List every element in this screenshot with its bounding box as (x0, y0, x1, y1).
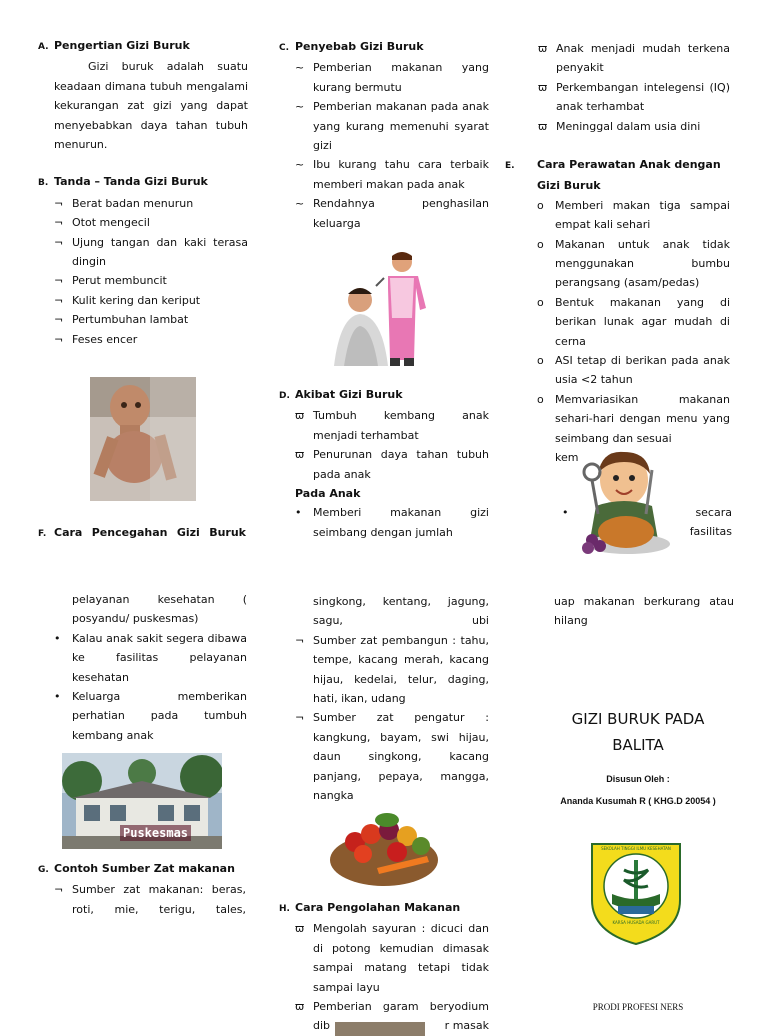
list-item: o Makanan untuk anak tidak menggunakan bumbu perangsang (asam/pedas) (537, 237, 730, 290)
list-item: • Memberi makanan gizi seimbang dengan jumlah (295, 506, 489, 539)
sources-list (38, 880, 246, 919)
list-item: ϖ Meninggal dalam usia dini (538, 119, 701, 133)
heading-c: C. Penyebab Gizi Buruk (279, 40, 424, 53)
puskesmas-label: Puskesmas (120, 825, 191, 841)
list-item: ~ Pemberian makanan pada anak yang kurang memenuhi syarat gizi (295, 100, 489, 153)
definition-text: Gizi buruk adalah suatu keadaan dimana tubuh mengalami kekurangan zat gizi yang dapat menyebabkan daya tahan tubuh menurun. (54, 60, 248, 152)
fragment-bullet: • (562, 506, 569, 519)
list-item: o Memberi makan tiga sampai empat kali sehari (537, 198, 730, 232)
list-item: ~ Pemberian makanan yang kurang bermutu (295, 61, 489, 94)
column-3 (538, 39, 730, 136)
list-item: • Kalau anak sakit segera dibawa ke fasilitas pelayanan kesehatan (54, 631, 247, 684)
cover-title (530, 706, 746, 758)
list-item: ϖ Pemberian garam beryodium (295, 1000, 489, 1014)
heading-a: A. Pengertian Gizi Buruk (38, 39, 190, 52)
list-item: ϖ Perkembangan intelegensi (IQ) anak terhambat (538, 80, 730, 114)
column-2-h (279, 898, 489, 1036)
food-basket-photo (327, 808, 441, 888)
column-2 (279, 37, 489, 233)
stikes-logo (588, 840, 684, 946)
prodi-text: PRODI PROFESI NERS (592, 1002, 684, 1012)
sources-cont: singkong, kentang, jagung, sagu, ubi (313, 595, 489, 628)
logo-bottom-text: KARSA HUSADA GARUT (612, 920, 660, 925)
column-3-cont: uap makanan berkurang atau hilang (554, 595, 734, 628)
sub-heading-pada-anak: Pada Anak (295, 487, 361, 501)
list-item: ¬ Sumber zat pembangun : tahu, tempe, kacang merah, kacang hijau, kedelai, telur, daging, hati, ikan, udang (295, 633, 489, 706)
puskesmas-photo (62, 753, 222, 849)
cover-title-line-2: BALITA (612, 736, 664, 754)
list-item: ϖ Anak menjadi mudah terkena penyakit (538, 42, 730, 75)
list-item: ¬ Otot mengecil (54, 216, 150, 230)
processing-list (279, 919, 489, 1016)
column-1 (38, 36, 248, 349)
column-2-lower (295, 592, 489, 805)
barber-illustration (330, 248, 438, 368)
list-item: ~ Rendahnya penghasilan keluarga (295, 197, 489, 230)
list-item: o Bentuk makanan yang di berikan lunak agar mudah di cerna (537, 295, 730, 348)
heading-g: G. Contoh Sumber Zat makanan (38, 862, 235, 875)
list-item: • Keluarga memberikan perhatian pada tumbuh kembang anak (54, 690, 247, 742)
child-list (279, 503, 489, 542)
heading-h: H. Cara Pengolahan Makanan (279, 901, 461, 914)
column-1-g (38, 859, 246, 919)
child-photo (90, 377, 196, 501)
list-item: ¬ Kulit kering dan keriput (54, 293, 201, 307)
heading-e: E. Cara Perawatan Anak dengan Gizi Buruk (505, 158, 721, 193)
column-3-e (505, 155, 730, 468)
column-1-lower (54, 590, 247, 745)
fragment-secara: secara (695, 506, 732, 519)
sources-list-2 (295, 631, 489, 806)
effects-list-cont (538, 39, 730, 136)
list-item: ¬ Perut membuncit (54, 274, 167, 288)
tail-right-text: r masak (444, 1019, 489, 1033)
list-item: ¬ Berat badan menurun (54, 196, 194, 210)
care-list (521, 196, 730, 448)
column-2-d (279, 385, 489, 542)
author-name: Ananda Kusumah R ( KHG.D 20054 ) (560, 796, 716, 806)
causes-list (279, 58, 489, 233)
list-item: ¬ Ujung tangan dan kaki terasa dingin (54, 235, 248, 269)
list-item: ¬ Sumber zat makanan: beras, roti, mie, terigu, tales, (54, 883, 246, 916)
list-item: o ASI tetap di berikan pada anak usia <2 tahun (537, 354, 730, 387)
signs-list (38, 194, 248, 349)
effects-list (279, 406, 489, 484)
tail-image (335, 1022, 425, 1036)
logo-top-text: SEKOLAH TINGGI ILMU KESEHATAN (601, 846, 671, 851)
care-fragment: kem (555, 451, 579, 465)
prevention-cont: pelayanan kesehatan ( posyandu/ puskesmas) (72, 593, 247, 626)
cover-title-line-1: GIZI BURUK PADA (571, 710, 705, 728)
list-item: ϖ Tumbuh kembang anak menjadi terhambat (295, 409, 489, 442)
list-item: ϖ Mengolah sayuran : dicuci dan di potong kemudian dimasak sampai matang tetapi tidak sampai layu (295, 922, 489, 994)
list-item: ~ Ibu kurang tahu cara terbaik memberi makan pada anak (295, 158, 489, 191)
prevention-list (54, 629, 247, 745)
list-item: ¬ Sumber zat pengatur : kangkung, bayam, swi hijau, daun singkong, kacang panjang, pepaya, mangga, nangka (295, 711, 489, 803)
processing-tail (279, 1016, 489, 1036)
boy-eating-illustration (572, 444, 672, 558)
fragment-fasilitas: fasilitas (689, 525, 732, 538)
author-by: Disusun Oleh : (606, 774, 670, 784)
list-item: ¬ Feses encer (54, 332, 138, 346)
tail-left-text: dib (313, 1019, 331, 1033)
heading-d: D. Akibat Gizi Buruk (279, 388, 403, 401)
list-item: ¬ Pertumbuhan lambat (54, 313, 189, 327)
list-item: ϖ Penurunan daya tahan tubuh pada anak (295, 448, 489, 481)
list-item: o Memvariasikan makanan sehari-hari dengan menu yang seimbang dan sesuai (537, 392, 730, 445)
heading-f: F. Cara Pencegahan Gizi Buruk (38, 526, 246, 539)
heading-b: B. Tanda – Tanda Gizi Buruk (38, 175, 208, 189)
